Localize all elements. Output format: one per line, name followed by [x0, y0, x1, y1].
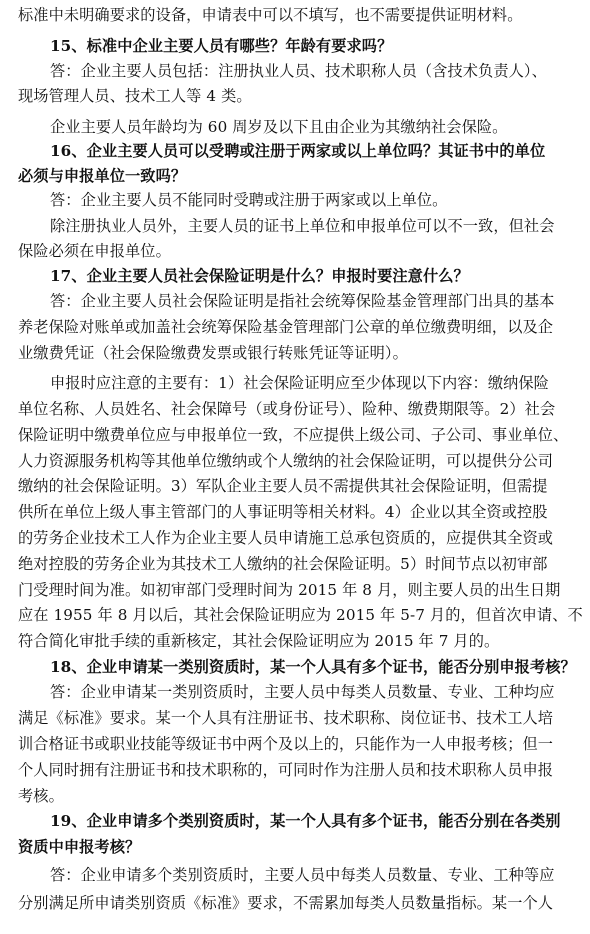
answer-text: 企业主要人员年龄均为 60 周岁及以下且由企业为其缴纳社会保险。	[50, 118, 508, 136]
text-line: 标准中未明确要求的设备，申请表中可以不填写，也不需要提供证明材料。	[18, 6, 523, 24]
answer-text: 个人同时拥有注册证书和技术职称的，可同时作为注册人员和技术职称人员申报	[18, 761, 554, 779]
question-heading: 15、标准中企业主要人员有哪些？年龄有要求吗？	[50, 37, 393, 55]
answer-text: 满足《标准》要求。某一个人具有注册证书、技术职称、岗位证书、技术工人培	[18, 709, 554, 727]
answer-text: 的劳务企业技术工人作为企业主要人员申请施工总承包资质的，应提供其全资或	[18, 529, 554, 547]
question-heading: 17、企业主要人员社会保险证明是什么？申报时要注意什么？	[50, 267, 469, 285]
answer-text: 分别满足所申请类别资质《标准》要求，不需累加每类人员数量指标。某一个人	[18, 894, 554, 912]
answer-text: 答：企业申请多个类别资质时，主要人员中每类人员数量、专业、工种等应	[50, 866, 555, 884]
answer-text: 答：企业申请某一类别资质时，主要人员中每类人员数量、专业、工种均应	[50, 683, 555, 701]
answer-text: 答：企业主要人员包括：注册执业人员、技术职称人员（含技术负责人）、	[50, 62, 547, 80]
answer-text: 人力资源服务机构等其他单位缴纳或个人缴纳的社会保险证明，可以提供分公司	[18, 452, 554, 470]
answer-text: 保险证明中缴费单位应与申报单位一致，不应提供上级公司、子公司、事业单位、	[18, 426, 569, 444]
question-heading: 必须与申报单位一致吗？	[18, 167, 187, 185]
answer-text: 业缴费凭证（社会保险缴费发票或银行转账凭证等证明）。	[18, 344, 408, 362]
question-heading: 资质中申报考核？	[18, 838, 141, 856]
answer-text: 供所在单位上级人事主管部门的人事证明等相关材料。4）企业以其全资或控股	[18, 503, 548, 521]
answer-text: 答：企业主要人员社会保险证明是指社会统筹保险基金管理部门出具的基本	[50, 292, 555, 310]
answer-text: 绝对控股的劳务企业为其技术工人缴纳的社会保险证明。5）时间节点以初审部	[18, 555, 548, 573]
answer-text: 答：企业主要人员不能同时受聘或注册于两家或以上单位。	[50, 191, 448, 209]
answer-text: 考核。	[18, 787, 64, 805]
question-heading: 19、企业申请多个类别资质时，某一个人具有多个证书，能否分别在各类别	[50, 812, 561, 830]
answer-text: 申报时应注意的主要有：1）社会保险证明应至少体现以下内容：缴纳保险	[50, 374, 549, 392]
answer-text: 保险必须在申报单位。	[18, 242, 171, 260]
question-heading: 18、企业申请某一类别资质时，某一个人具有多个证书，能否分别申报考核？	[50, 658, 576, 676]
answer-text: 训合格证书或职业技能等级证书中两个及以上的，只能作为一人申报考核；但一	[18, 735, 554, 753]
answer-text: 现场管理人员、技术工人等 4 类。	[18, 87, 252, 105]
question-heading: 16、企业主要人员可以受聘或注册于两家或以上单位吗？其证书中的单位	[50, 142, 546, 160]
answer-text: 应在 1955 年 8 月以后，其社会保险证明应为 2015 年 5-7 月的，但首次申请、不	[18, 606, 583, 624]
answer-text: 门受理时间为准。如初审部门受理时间为 2015 年 8 月，则主要人员的出生日期	[18, 581, 561, 599]
answer-text: 养老保险对账单或加盖社会统筹保险基金管理部门公章的单位缴费明细，以及企	[18, 318, 554, 336]
answer-text: 除注册执业人员外，主要人员的证书上单位和申报单位可以不一致，但社会	[50, 217, 555, 235]
answer-text: 符合简化审批手续的重新核定，其社会保险证明应为 2015 年 7 月的。	[18, 632, 500, 650]
answer-text: 单位名称、人员姓名、社会保障号（或身份证号）、险种、缴费期限等。2）社会	[18, 400, 556, 418]
answer-text: 缴纳的社会保险证明。3）军队企业主要人员不需提供其社会保险证明，但需提	[18, 477, 548, 495]
